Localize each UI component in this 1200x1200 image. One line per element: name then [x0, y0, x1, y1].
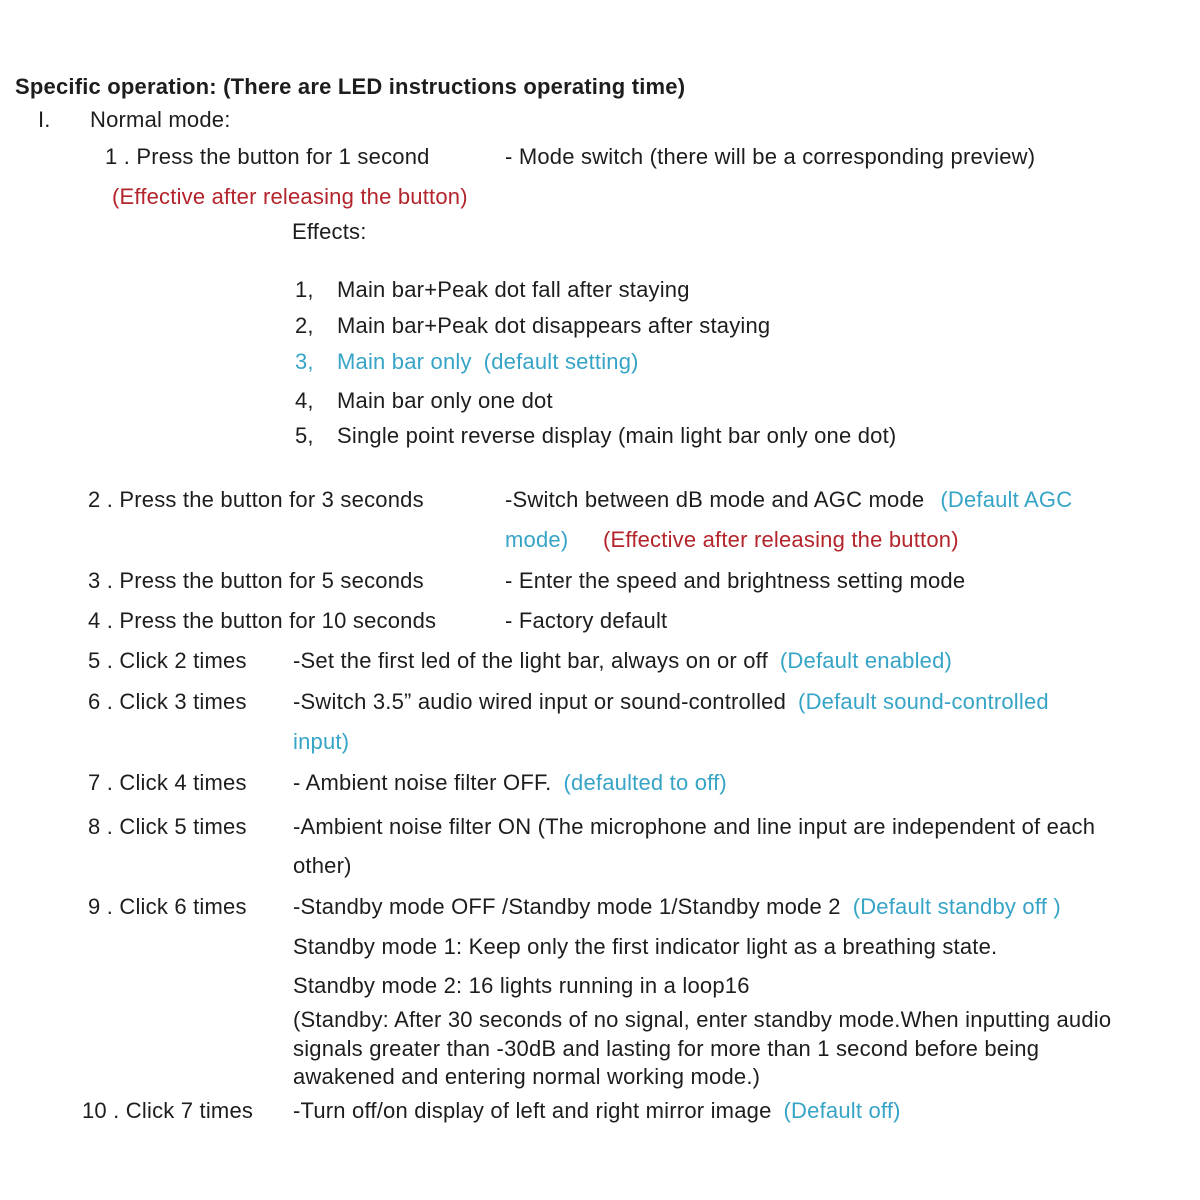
effect-1-num: 1, — [295, 277, 314, 302]
effect-row — [0, 423, 1200, 455]
item-9 — [0, 894, 1200, 926]
item-9-standby2 — [0, 973, 1200, 1005]
item-9-note-line1 — [0, 1007, 1200, 1039]
item-1 — [0, 144, 1200, 176]
item-4-label: 4 . Press the button for 10 seconds — [88, 608, 437, 633]
item-10-default: (Default off) — [783, 1098, 901, 1123]
effect-row — [0, 388, 1200, 420]
item-9-note-line2-text: signals greater than -30dB and lasting for more than 1 second before being — [293, 1036, 1040, 1061]
item-10-label: 10 . Click 7 times — [82, 1098, 254, 1123]
item-5-default: (Default enabled) — [779, 648, 953, 673]
effect-row — [0, 349, 1200, 381]
item-7-label: 7 . Click 4 times — [88, 770, 247, 795]
effect-row — [0, 277, 1200, 309]
effect-1-text: Main bar+Peak dot fall after staying — [337, 277, 690, 302]
item-4 — [0, 608, 1200, 640]
item-6 — [0, 689, 1200, 721]
section-label: Normal mode: — [90, 107, 231, 132]
item-1-note-text: (Effective after releasing the button) — [112, 184, 468, 209]
item-8-continued — [0, 853, 1200, 885]
item-10-desc-text: -Turn off/on display of left and right mirror image — [293, 1098, 772, 1123]
item-7-desc — [293, 770, 727, 796]
item-2-default-2: mode) — [505, 527, 569, 552]
item-2-desc-text: -Switch between dB mode and AGC mode — [505, 487, 925, 512]
item-1-desc: - Mode switch (there will be a corresponding preview) — [505, 144, 1036, 169]
item-2-desc — [505, 487, 1072, 513]
item-2 — [0, 487, 1200, 519]
item-6-continued — [0, 729, 1200, 761]
item-9-desc-text: -Standby mode OFF /Standby mode 1/Standby mode 2 — [293, 894, 841, 919]
effect-row — [0, 313, 1200, 345]
page-title-text: Specific operation: (There are LED instructions operating time) — [15, 74, 686, 99]
item-5-desc-text: -Set the first led of the light bar, always on or off — [293, 648, 768, 673]
item-6-desc — [293, 689, 1049, 715]
item-3-label: 3 . Press the button for 5 seconds — [88, 568, 424, 593]
item-10-desc — [293, 1098, 901, 1124]
effect-3-text-main: Main bar only — [337, 349, 472, 374]
item-9-standby1 — [0, 934, 1200, 966]
item-2-continued — [0, 527, 1200, 559]
item-6-label: 6 . Click 3 times — [88, 689, 247, 714]
item-2-note: (Effective after releasing the button) — [603, 527, 959, 552]
item-9-label: 9 . Click 6 times — [88, 894, 247, 919]
effect-3-default: (default setting) — [483, 349, 639, 374]
item-8-desc-line1: -Ambient noise filter ON (The microphone and line input are independent of each — [293, 814, 1096, 839]
item-7-desc-text: - Ambient noise filter OFF. — [293, 770, 552, 795]
item-5-desc — [293, 648, 952, 674]
item-9-standby2-text: Standby mode 2: 16 lights running in a loop16 — [293, 973, 750, 998]
item-1-label: 1 . Press the button for 1 second — [105, 144, 430, 169]
item-6-default-2: input) — [293, 729, 350, 754]
section-numeral: I. — [38, 107, 51, 132]
item-9-note-line3-text: awakened and entering normal working mode.) — [293, 1064, 761, 1089]
item-4-desc: - Factory default — [505, 608, 668, 633]
item-2-default-1: (Default AGC — [940, 487, 1073, 512]
item-1-note — [0, 184, 1200, 216]
item-8-label: 8 . Click 5 times — [88, 814, 247, 839]
item-3 — [0, 568, 1200, 600]
effects-heading-text: Effects: — [292, 219, 367, 244]
item-8 — [0, 814, 1200, 846]
item-7 — [0, 770, 1200, 802]
item-9-default: (Default standby off ) — [852, 894, 1061, 919]
item-6-desc-text: -Switch 3.5” audio wired input or sound-controlled — [293, 689, 787, 714]
effect-3-num: 3, — [295, 349, 314, 374]
item-7-default: (defaulted to off) — [563, 770, 727, 795]
section-heading — [0, 107, 1200, 139]
item-8-desc-line2: other) — [293, 853, 352, 878]
item-6-default-1: (Default sound-controlled — [798, 689, 1049, 714]
item-9-note-line3 — [0, 1064, 1200, 1096]
item-9-note-line1-text: (Standby: After 30 seconds of no signal, enter standby mode.When inputting audio — [293, 1007, 1112, 1032]
effect-4-num: 4, — [295, 388, 314, 413]
item-9-standby1-text: Standby mode 1: Keep only the first indicator light as a breathing state. — [293, 934, 998, 959]
effect-5-num: 5, — [295, 423, 314, 448]
effects-heading — [0, 219, 1200, 251]
item-5 — [0, 648, 1200, 680]
effect-5-text: Single point reverse display (main light bar only one dot) — [337, 423, 897, 448]
effect-2-text: Main bar+Peak dot disappears after staying — [337, 313, 771, 338]
item-3-desc: - Enter the speed and brightness setting mode — [505, 568, 966, 593]
item-2-label: 2 . Press the button for 3 seconds — [88, 487, 424, 512]
item-9-desc — [293, 894, 1061, 920]
item-5-label: 5 . Click 2 times — [88, 648, 247, 673]
effect-4-text: Main bar only one dot — [337, 388, 553, 413]
effect-3-text — [337, 349, 639, 375]
page-title — [0, 74, 1200, 106]
effect-2-num: 2, — [295, 313, 314, 338]
item-10 — [0, 1098, 1200, 1130]
